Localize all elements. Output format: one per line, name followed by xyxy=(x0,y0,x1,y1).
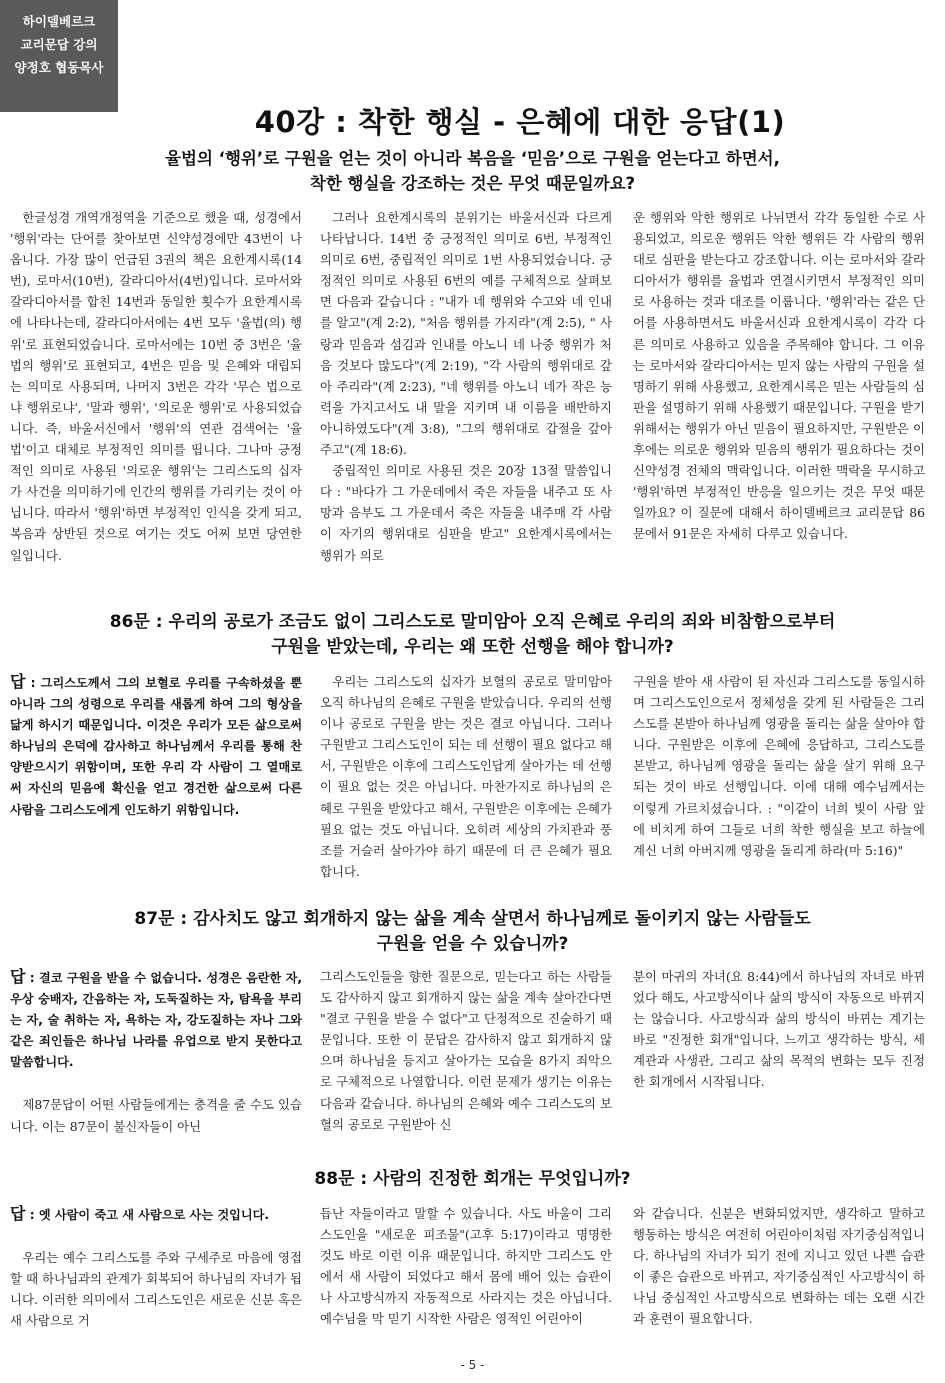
q87-column-2 xyxy=(320,966,612,1135)
intro-heading-line: 착한 행실을 강조하는 것은 무엇 때문일까요? xyxy=(309,174,636,193)
q87-column-1 xyxy=(10,966,302,1137)
question-86-heading xyxy=(20,610,925,660)
page-number: - 5 - xyxy=(460,1358,485,1372)
intro-heading xyxy=(20,146,925,196)
lecture-series-badge xyxy=(0,0,118,112)
paragraph: 운 행위와 악한 행위로 나뉘면서 각각 동일한 수로 사용되었고, 의로운 행위든 악한 행위든 각 사람의 행위대로 심판을 받는다고 강조합니다. 이는 로마서와 갈라디아서가 행위를 율법과 연결시키면서 부정적인 의미로 사용하는 것과 대조를 이룹니다. '행위'라는 같은 단어를 사용하면서도 바울서신과 요한계시록이 각각 다른 의미로 사용하고 있음을 주목해야 합니다. 그 이유는 로마서와 갈라디아서는 믿지 않는 사람의 구원을 설명하기 위해 사용했고, 요한계시록은 믿는 사람들의 심판을 설명하기 위해 사용했기 때문입니다. 구원을 받기 위해서는 행위가 아닌 믿음이 필요하지만, 구원받은 이후에는 의로운 행위와 믿음의 행위가 필요하다는 것이 신약성경 전체의 맥락입니다. 이러한 맥락을 무시하고 '행위'하면 부정적인 반응을 일으키는 것은 무엇 때문일까요? 이 질문에 대해서 하이델베르크 교리문답 86문에서 91문은 자세히 다루고 있습니다. xyxy=(633,210,925,542)
q86-column-1 xyxy=(10,671,302,821)
paragraph: 구원을 받아 새 사람이 된 자신과 그리스도를 동일시하며 그리스도인으로서 정체성을 갖게 된 사람들은 그리스도를 본받아 하나님께 영광을 돌리는 삶을 살아야 합니다. 구원받은 이후에 은혜에 응답하고, 그리스도를 본받고, 하나님께 영광을 돌리는 삶을 살기 위해 요구되는 것이 바로 선행입니다. 이에 대해 예수님께서는 이렇게 가르치셨습니다. : "이같이 너희 빛이 사람 앞에 비치게 하여 그들로 너희 착한 행실을 보고 하늘에 계신 너희 아버지께 영광을 돌리게 하라(마 5:16)" xyxy=(633,674,925,858)
badge-line: 양정호 협동목사 xyxy=(14,60,104,75)
answer-text: : 결코 구원을 받을 수 없습니다. 성경은 음란한 자, 우상 숭배자, 간음하는 자, 도둑질하는 자, 탐욕을 부리는 자, 술 취하는 자, 욕하는 자, 강도질하는 자나 그와 같은 죄인들은 하나님 나라를 유업으로 받지 못한다고 말씀합니다. xyxy=(10,971,302,1070)
q86-column-3 xyxy=(633,671,925,861)
q88-column-1 xyxy=(10,1203,302,1331)
answer-text: : 옛 사람이 죽고 새 사람으로 사는 것입니다. xyxy=(25,1208,270,1222)
question-heading-line: 구원을 얻을 수 있습니까? xyxy=(376,934,569,954)
question-heading-line: 88문 : 사람의 진정한 회개는 무엇입니까? xyxy=(314,1169,631,1189)
question-87-heading xyxy=(20,907,925,957)
question-heading-line: 구원을 받았는데, 우리는 왜 또한 선행을 해야 합니까? xyxy=(271,637,674,657)
paragraph: 분이 마귀의 자녀(요 8:44)에서 하나님의 자녀로 바뀌었다 해도, 사고방식이나 삶의 방식이 자동으로 바뀌지는 않습니다. 사고방식과 삶의 방식이 바뀌는 계기는 바로 "진정한 회개"입니다. 느끼고 생각하는 방식, 세계관과 사생관, 그리고 삶의 목적의 변화는 모두 진정한 회개에서 시작됩니다. xyxy=(633,969,925,1090)
paragraph: 그러나 요한계시록의 분위기는 바울서신과 다르게 나타납니다. 14번 중 긍정적인 의미로 6번, 부정적인 의미로 6번, 중립적인 의미로 1번 사용되었습니다. 긍정적인 의미로 사용된 6번의 예를 구체적으로 살펴보면 다음과 같습니다 : "내가 네 행위와 수고와 네 인내를 알고"(계 2:2), "처음 행위를 가지라"(계 2:5), " 사랑과 믿음과 섬김과 인내를 아노니 네 나중 행위가 처음 것보다 많도다"(계 2:19), "각 사람의 행위대로 갚아 주리라"(계 2:23), "네 행위를 아노니 네가 작은 능력을 가지고서도 내 말을 지키며 내 이름을 배반하지 아니하였도다"(계 3:8), "그의 행위대로 갑절을 갚아 주고"(계 18:6). xyxy=(320,210,612,458)
paragraph: 중립적인 의미로 사용된 것은 20장 13절 말씀입니다 : "바다가 그 가운데에서 죽은 자들을 내주고 또 사망과 음부도 그 가운데서 죽은 자들을 내주매 각 사람이 자기의 행위대로 심판을 받고" 요한계시록에서는 행위가 의로 xyxy=(320,463,612,563)
paragraph: 제87문답이 어떤 사람들에게는 충격을 줄 수도 있습니다. 이는 87문이 불신자들이 아닌 xyxy=(10,1097,302,1134)
answer-label: 답 xyxy=(10,672,26,691)
intro-column-1 xyxy=(10,207,302,566)
paragraph: 한글성경 개역개정역을 기준으로 했을 때, 성경에서 '행위'라는 단어를 찾아보면 신약성경에만 43번이 나옵니다. 가장 많이 언급된 3권의 책은 요한계시록(14번), 로마서(10번), 갈라디아서(4번)입니다. 로마서와 갈라디아서를 합친 14번과 동일한 횟수가 요한계시록에 나타나는데, 갈라디아서에는 4번 모두 '율법(의) 행위'로 표현되었습니다. 로마서에는 10번 중 3번은 '율법의 행위'로 표현되고, 4번은 믿음 및 은혜와 대립되는 의미로 사용되며, 나머지 3번은 각각 '무슨 법으로냐 행위로냐', '말과 행위', '의로운 행위'로 사용되었습니다. 즉, 바울서신에서 '행위'의 연관 검색어는 '율법'이고 대체로 부정적인 의미를 띱니다. 그나마 긍정적인 의미로 사용된 '의로운 행위'는 그리스도의 십자가 사건을 의미하기에 인간의 행위를 가리키는 것이 아닙니다. 따라서 '행위'하면 부정적인 인식을 갖게 되고, 복음과 상반된 것으로 여기는 것도 어찌 보면 당연한 일입니다. xyxy=(10,210,302,563)
q87-column-3 xyxy=(633,966,925,1093)
q88-column-3 xyxy=(633,1203,925,1330)
q86-column-2 xyxy=(320,671,612,882)
question-heading-line: 86문 : 우리의 공로가 조금도 없이 그리스도로 말미암아 오직 은혜로 우리의 죄와 비참함으로부터 xyxy=(109,612,836,632)
paragraph: 우리는 그리스도의 십자가 보혈의 공로로 말미암아 오직 하나님의 은혜로 구원을 받았습니다. 우리의 선행이나 공로로 구원을 받는 것은 결코 아닙니다. 그러나 구원받고 그리스도인이 되는 데 선행이 필요 없다고 해서, 구원받은 이후에 그리스도인답게 살아가는 데 선행이 필요 없는 것은 아닙니다. 마찬가지로 하나님의 은혜로 구원을 받았다고 해서, 구원받은 이후에는 은혜가 필요 없는 것도 아닙니다. 오히려 세상의 가치관과 풍조를 거슬러 살아가야 하기 때문에 더 큰 은혜가 필요합니다. xyxy=(320,674,612,879)
paragraph: 와 같습니다. 신분은 변화되었지만, 생각하고 말하고 행동하는 방식은 여전히 어린아이처럼 자기중심적입니다. 하나님의 자녀가 되기 전에 지니고 있던 나쁜 습관이 좋은 습관으로 바뀌고, 자기중심적인 사고방식이 하나님 중심적인 사고방식으로 변화하는 데는 오랜 시간과 훈련이 필요합니다. xyxy=(633,1206,925,1327)
answer-text: : 그리스도께서 그의 보혈로 우리를 구속하셨을 뿐 아니라 그의 성령으로 우리를 새롭게 하여 그의 형상을 닮게 하시기 때문입니다. 이것은 우리가 모든 삶으로써 하나님의 은덕에 감사하고 하나님께서 우리를 통해 찬양받으시기 위함이며, 또한 우리 각 사람이 그 열매로써 자신의 믿음에 확신을 얻고 경건한 삶으로써 다른 사람을 그리스도에게 인도하기 위함입니다. xyxy=(10,676,302,817)
intro-heading-line: 율법의 ‘행위’로 구원을 얻는 것이 아니라 복음을 ‘믿음’으로 구원을 얻는다고 하면서, xyxy=(165,149,780,168)
intro-column-3 xyxy=(633,207,925,545)
q88-column-2 xyxy=(320,1203,612,1330)
paragraph: 우리는 예수 그리스도를 주와 구세주로 마음에 영접할 때 하나님과의 관계가 회복되어 하나님의 자녀가 됩니다. 이러한 의미에서 그리스도인은 새로운 신분 혹은 새 사람으로 거 xyxy=(10,1250,302,1329)
paragraph: 듭난 자들이라고 말할 수 있습니다. 사도 바울이 그리스도인을 "새로운 피조물"(고후 5:17)이라고 명명한 것도 바로 이런 이유 때문입니다. 하지만 그리스도 안에서 새 사람이 되었다고 해서 몸에 배어 있는 습관이나 사고방식까지 자동적으로 사라지는 것은 아닙니다. 예수님을 막 믿기 시작한 사람은 영적인 어린아이 xyxy=(320,1206,612,1327)
answer-86 xyxy=(10,671,302,821)
badge-line: 하이델베르크 xyxy=(22,14,96,29)
answer-88 xyxy=(10,1203,302,1226)
question-heading-line: 87문 : 감사치도 않고 회개하지 않는 삶을 계속 살면서 하나님께로 돌이키지 않는 사람들도 xyxy=(134,909,811,929)
lecture-title: 40강 : 착한 행실 - 은혜에 대한 응답(1) xyxy=(254,105,786,139)
question-88-heading xyxy=(20,1167,925,1192)
answer-label: 답 xyxy=(10,967,26,986)
badge-line: 교리문답 강의 xyxy=(20,37,98,52)
answer-label: 답 xyxy=(10,1204,26,1223)
intro-column-2 xyxy=(320,207,612,566)
paragraph: 그리스도인들을 향한 질문으로, 믿는다고 하는 사람들도 감사하지 않고 회개하지 않는 삶을 계속 살아간다면 "결코 구원을 받을 수 없다"고 단정적으로 진술하기 때문입니다. 또한 이 문답은 감사하지 않고 회개하지 않으며 하나님을 등지고 살아가는 모습을 8가지 죄악으로 구체적으로 나열합니다. 이런 문제가 생기는 이유는 다음과 같습니다. 하나님의 은혜와 예수 그리스도의 보혈의 공로로 구원받아 신 xyxy=(320,969,612,1132)
answer-87 xyxy=(10,966,302,1073)
